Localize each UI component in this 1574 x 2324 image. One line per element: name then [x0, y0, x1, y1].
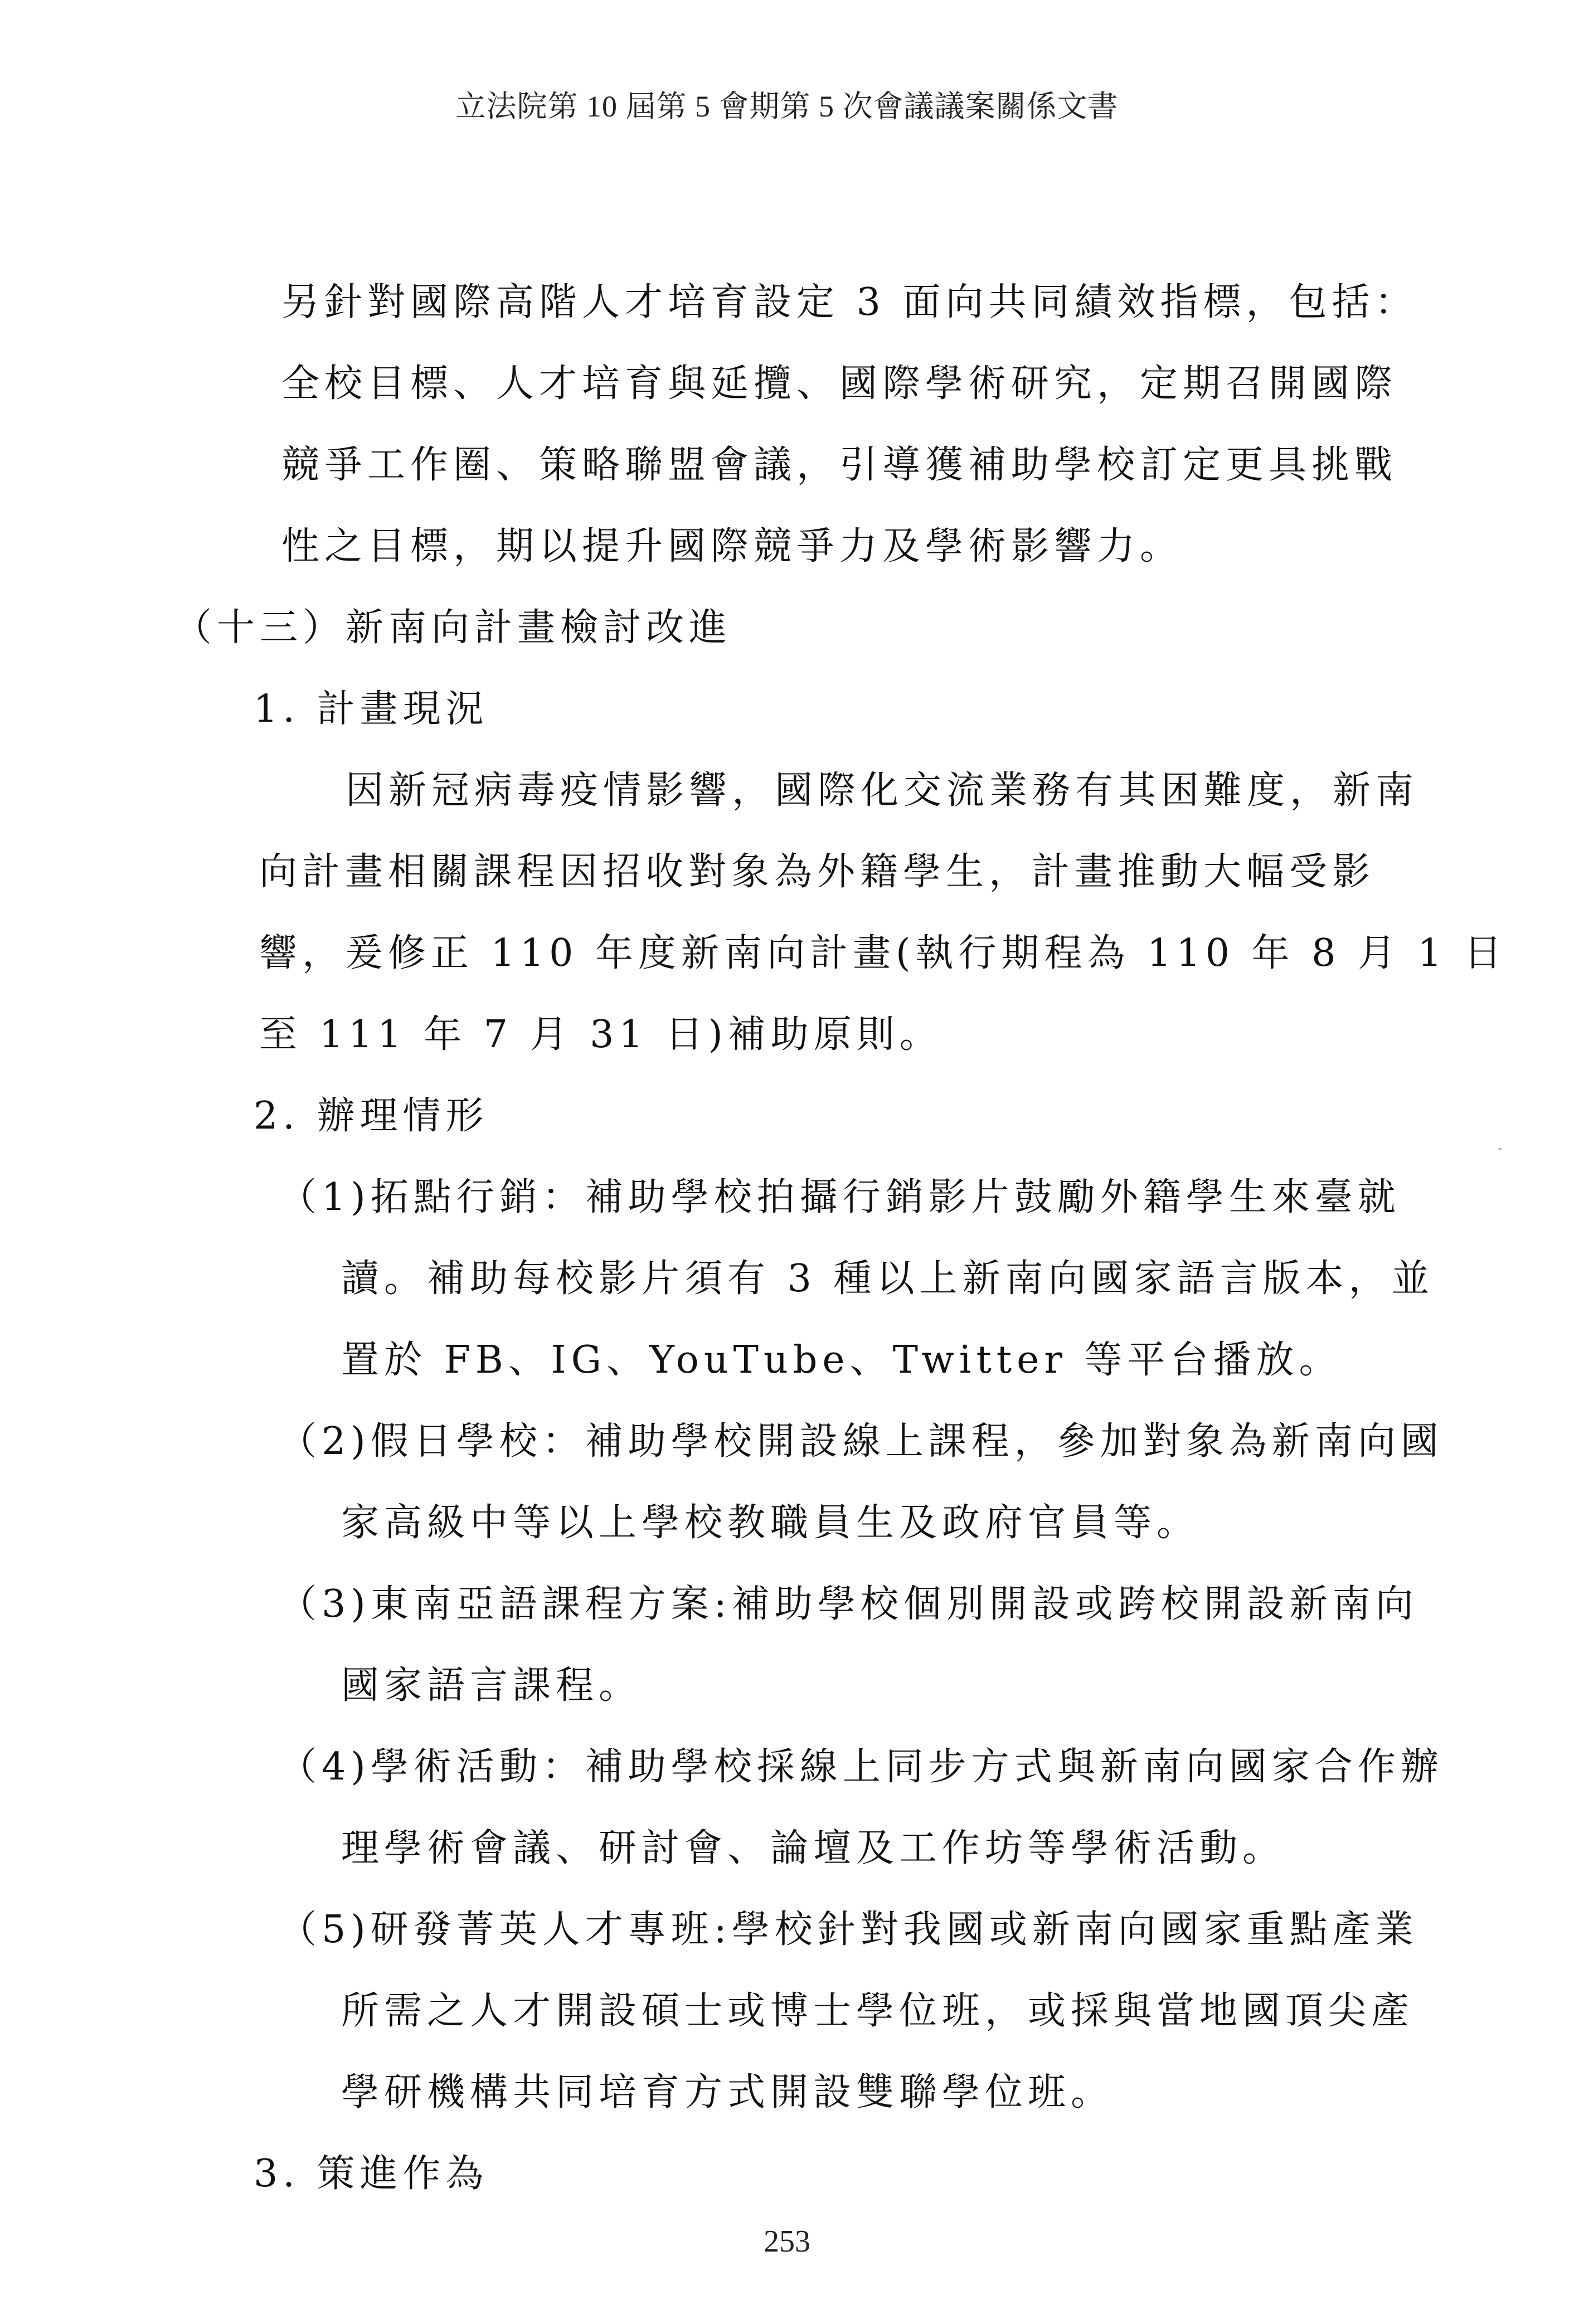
body-line: 性之目標，期以提升國際競爭力及學術影響力。: [281, 524, 1183, 568]
list-item-continuation: 家高級中等以上學校教職員生及政府官員等。: [341, 1501, 1200, 1545]
body-line: 向計畫相關課程因招收對象為外籍學生，計畫推動大幅受影: [259, 850, 1376, 894]
list-item-continuation: 讀。補助每校影片須有 3 種以上新南向國家語言版本，並: [341, 1257, 1435, 1301]
list-item: （3)東南亞語課程方案:補助學校個別開設或跨校開設新南向: [279, 1582, 1418, 1626]
body-line: 全校目標、人才培育與延攬、國際學術研究，定期召開國際: [281, 362, 1398, 406]
subsection-heading: 2. 辦理情形: [254, 1094, 489, 1138]
body-line: 至 111 年 7 月 31 日)補助原則。: [259, 1013, 943, 1057]
list-item-continuation: 學研機構共同培育方式開設雙聯學位班。: [341, 2070, 1114, 2114]
list-item: （2)假日學校：補助學校開設線上課程，參加對象為新南向國: [279, 1419, 1444, 1464]
scan-speck: [1498, 1148, 1502, 1150]
section-heading: （十三）新南向計畫檢討改進: [174, 606, 732, 650]
subsection-heading: 1. 計畫現況: [254, 687, 489, 731]
running-header: 立法院第 10 屆第 5 會期第 5 次會議議案關係文書: [455, 90, 1119, 123]
page-number: 253: [764, 2224, 810, 2259]
list-item-continuation: 理學術會議、研討會、論壇及工作坊等學術活動。: [341, 1826, 1286, 1870]
subsection-heading: 3. 策進作為: [254, 2152, 489, 2196]
body-line: 另針對國際高階人才培育設定 3 面向共同績效指標，包括：: [281, 280, 1418, 324]
list-item: （5)研發菁英人才專班:學校針對我國或新南向國家重點產業: [279, 1908, 1418, 1952]
list-item-continuation: 所需之人才開設碩士或博士學位班，或採與當地國頂尖產: [341, 1989, 1415, 2033]
body-line: 響，爰修正 110 年度新南向計畫(執行期程為 110 年 8 月 1 日: [259, 931, 1507, 975]
list-item: （1)拓點行銷：補助學校拍攝行銷影片鼓勵外籍學生來臺就: [279, 1175, 1401, 1219]
body-line: 因新冠病毒疫情影響，國際化交流業務有其困難度，新南: [346, 769, 1419, 813]
list-item: （4)學術活動：補助學校採線上同步方式與新南向國家合作辦: [279, 1745, 1444, 1789]
list-item-continuation: 置於 FB、IG、YouTube、Twitter 等平台播放。: [341, 1338, 1342, 1382]
list-item-continuation: 國家語言課程。: [341, 1664, 642, 1708]
body-line: 競爭工作圈、策略聯盟會議，引導獲補助學校訂定更具挑戰: [281, 443, 1398, 487]
